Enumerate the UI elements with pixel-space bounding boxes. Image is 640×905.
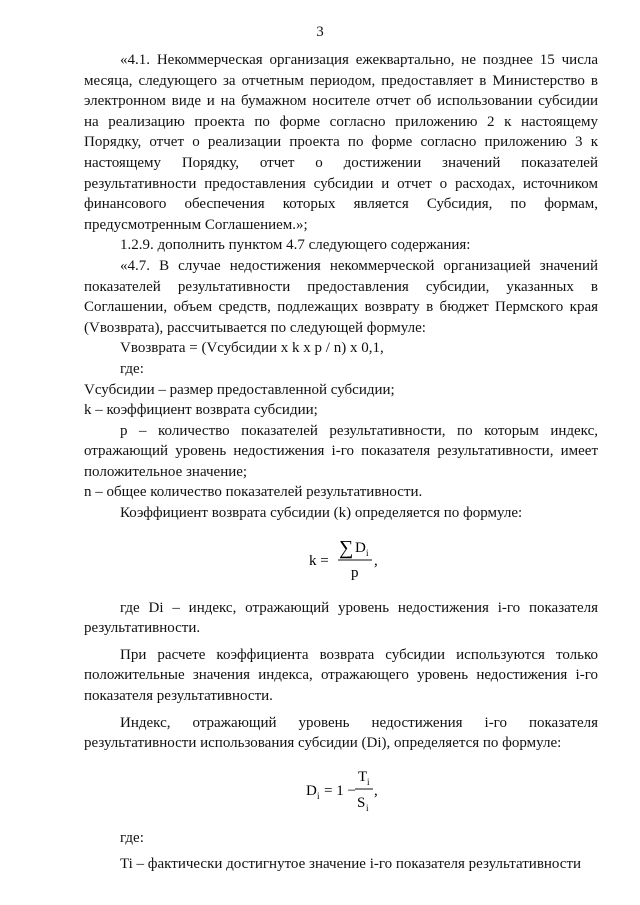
formula-k <box>84 532 598 588</box>
paragraph-di-definition: где Di – индекс, отражающий уровень недостижения i-го показателя результативности. <box>84 599 598 637</box>
definition-ti: Ti – фактически достигнутое значение i-го показателя результативности <box>120 856 582 873</box>
formula-di-denominator: S <box>357 794 366 811</box>
formula-di-numerator: T <box>358 768 368 785</box>
paragraph-k-intro: Коэффициент возврата субсидии (k) определяется по формуле: <box>120 505 523 522</box>
formula-k-sum-sign: ∑ <box>339 536 354 559</box>
paragraph-4-7: «4.7. В случае недостижения некоммерческой организацией значений показателей результативности предоставления субсидии, указанных в Соглашении, объем средств, подлежащих возврату в бюджет Пермского края (Vвозврата), рассчитывается по следующей формуле: <box>84 257 598 336</box>
definition-v-subsidy: Vсубсидии – размер предоставленной субсидии; <box>84 381 395 398</box>
formula-k-lhs: k = <box>309 552 329 569</box>
formula-k-denominator: p <box>351 564 359 581</box>
page-number: 3 <box>316 24 324 40</box>
where-label-2: где: <box>120 829 144 846</box>
paragraph-1-2-9: 1.2.9. дополнить пунктом 4.7 следующего содержания: <box>120 237 471 254</box>
formula-di-tail: , <box>374 782 378 799</box>
formula-v-return: Vвозврата = (Vсубсидии x k x p / n) x 0,1, <box>120 340 384 357</box>
document-body <box>84 50 598 875</box>
paragraph-positive-values: При расчете коэффициента возврата субсидии используются только положительные значения индекса, отражающего уровень недостижения i-го показателя результативности. <box>84 646 598 705</box>
definition-p: p – количество показателей результативности, по которым индекс, отражающий уровень недостижения i-го показателя результативности, имеет положительное значение; <box>84 422 598 480</box>
formula-di-svg <box>276 762 406 818</box>
formula-k-svg <box>281 532 401 588</box>
formula-k-numerator-sub: i <box>366 547 369 558</box>
where-label-1: где: <box>120 360 144 377</box>
formula-di-eq: = 1 − <box>324 782 356 799</box>
formula-di-lhs: D <box>306 782 317 799</box>
definition-n: n – общее количество показателей результативности. <box>84 484 423 501</box>
formula-di-numerator-sub: i <box>367 776 370 787</box>
definition-k: k – коэффициент возврата субсидии; <box>84 402 318 419</box>
formula-di-denominator-sub: i <box>366 802 369 813</box>
formula-k-numerator: D <box>355 539 366 556</box>
formula-di <box>84 762 598 818</box>
formula-di-lhs-sub: i <box>317 790 320 801</box>
paragraph-di-intro: Индекс, отражающий уровень недостижения i-го показателя результативности использования субсидии (Di), определяется по формуле: <box>84 714 598 752</box>
formula-k-tail: , <box>374 552 378 569</box>
paragraph-4-1: «4.1. Некоммерческая организация ежеквартально, не позднее 15 числа месяца, следующего за отчетным периодом, предоставляет в Министерство в электронном виде и на бумажном носителе отчет об использовании субсидии на реализацию проекта по форме согласно приложению 2 к настоящему Порядку, отчет о реализации проекта по форме согласно приложению 3 к настоящему Порядку, отчет о достижении значений показателей результативности предоставления субсидии и отчет о расходах, источником финансового обеспечения которых является Субсидия, по формам, предусмотренным Соглашением.»; <box>84 52 598 233</box>
